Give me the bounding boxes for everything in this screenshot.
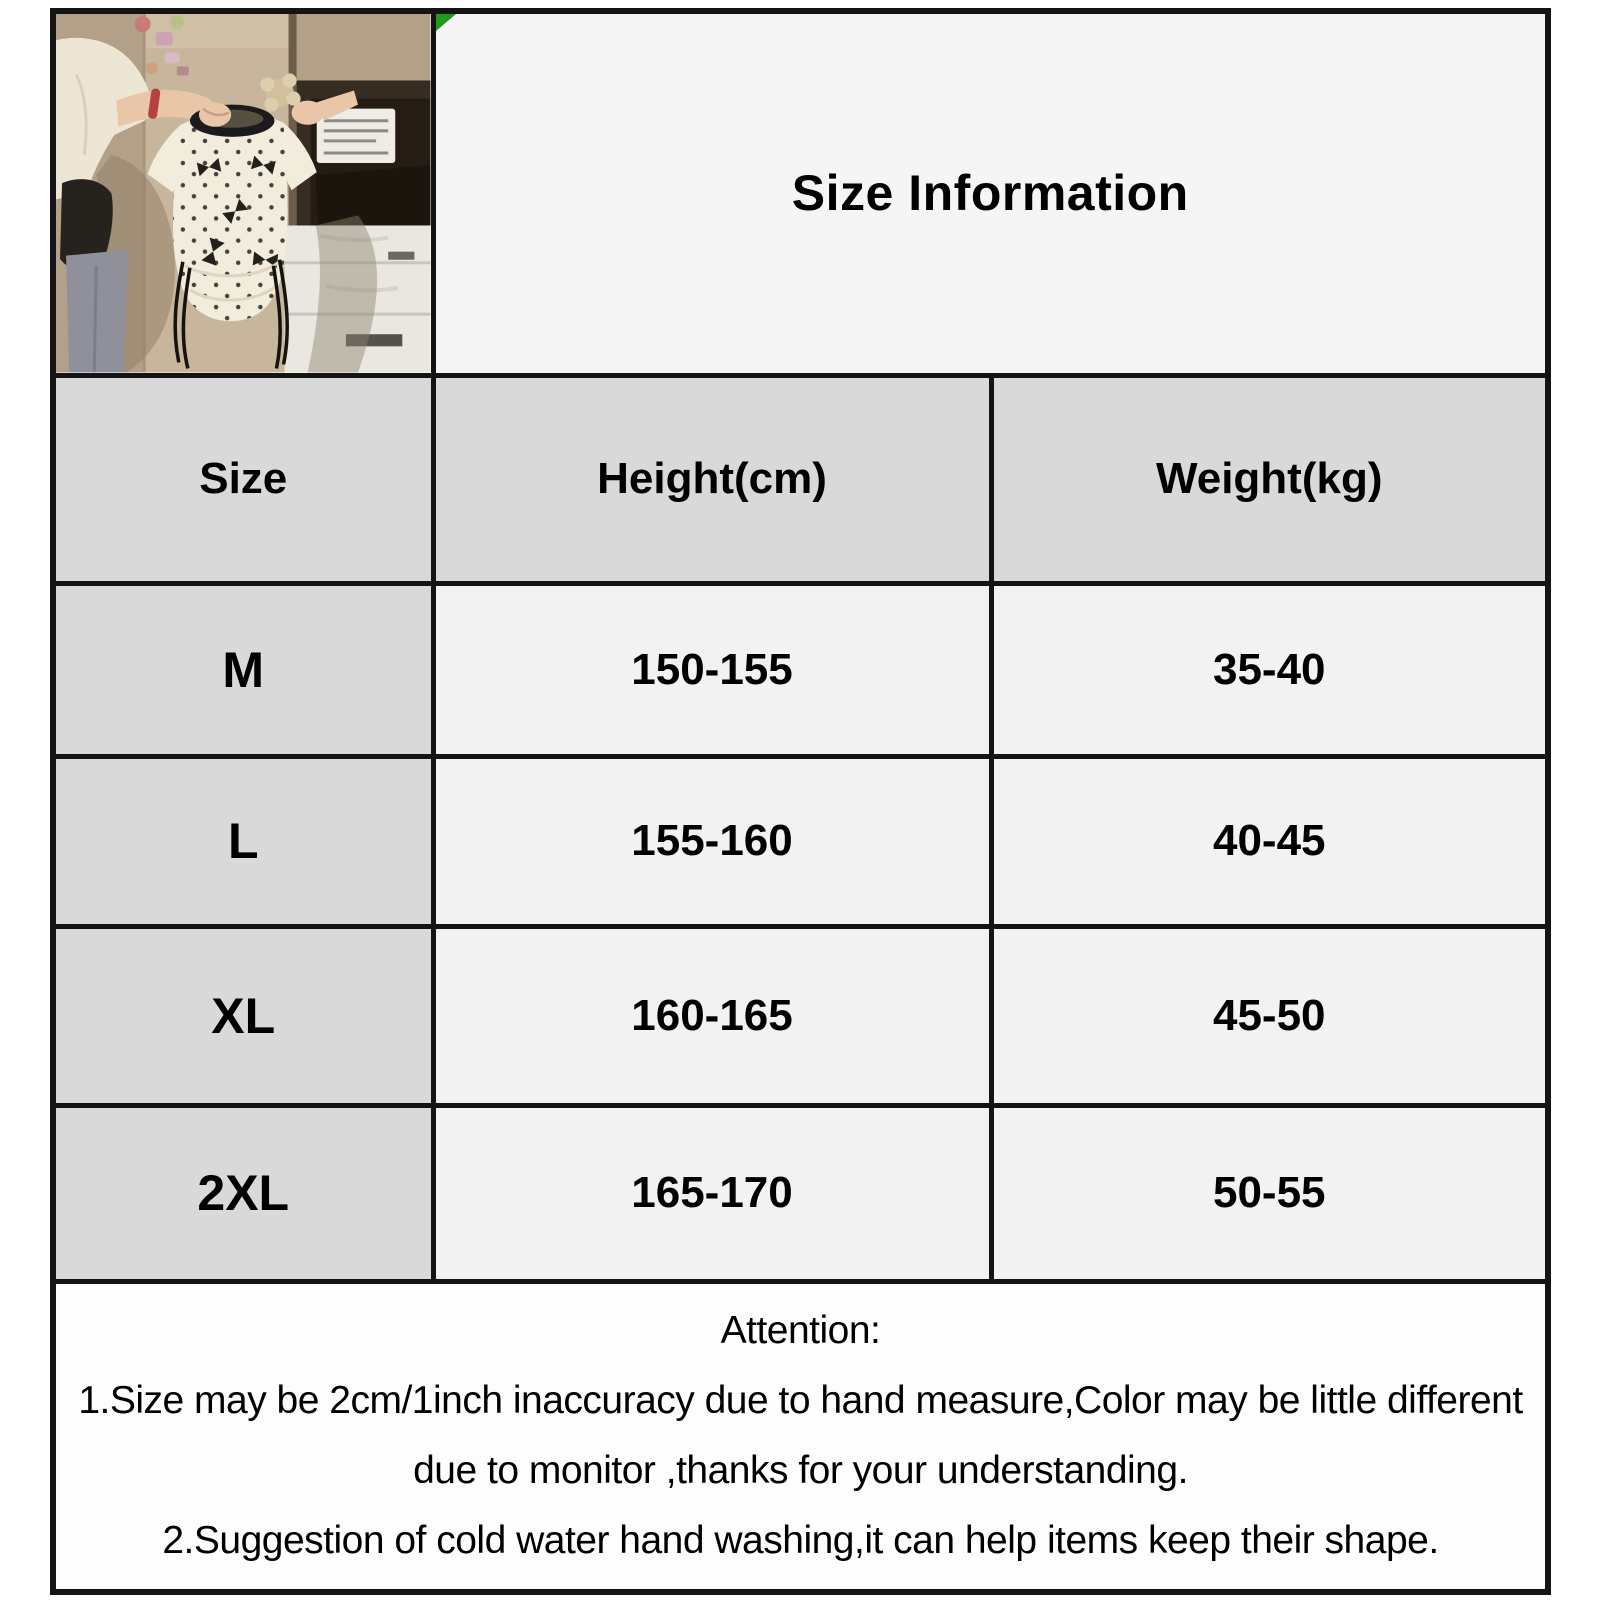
weight-value: 40-45 [991, 756, 1548, 926]
height-value: 160-165 [433, 926, 991, 1105]
table-header-row [53, 375, 1548, 583]
weight-value: 35-40 [991, 583, 1548, 756]
attention-note-2: 2.Suggestion of cold water hand washing,it can help items keep their shape. [162, 1519, 1439, 1563]
size-value: M [53, 583, 433, 756]
attention-cell [53, 1281, 1548, 1592]
table-row-l [53, 756, 1548, 926]
page-title: Size Information [791, 165, 1189, 222]
size-value: 2XL [53, 1105, 433, 1281]
photo-storage-boxes [285, 215, 431, 372]
column-header-weight: Weight(kg) [991, 375, 1548, 583]
weight-value: 50-55 [991, 1105, 1548, 1281]
product-photo-cell [53, 11, 433, 375]
table-row-xl [53, 926, 1548, 1105]
title-row [53, 11, 1548, 375]
product-photo [56, 14, 431, 373]
height-value: 155-160 [433, 756, 991, 926]
attention-row [53, 1281, 1548, 1592]
green-corner-marker [436, 14, 456, 31]
size-chart-table [50, 8, 1551, 1595]
height-value: 165-170 [433, 1105, 991, 1281]
attention-note-1: 1.Size may be 2cm/1inch inaccuracy due to hand measure,Color may be little different due to monitor ,thanks for your understanding. [78, 1379, 1523, 1493]
column-header-size: Size [53, 375, 433, 583]
attention-heading: Attention: [720, 1308, 881, 1352]
weight-value: 45-50 [991, 926, 1548, 1105]
size-value: L [53, 756, 433, 926]
column-header-height: Height(cm) [433, 375, 991, 583]
table-row-2xl [53, 1105, 1548, 1281]
height-value: 150-155 [433, 583, 991, 756]
table-row-m [53, 583, 1548, 756]
size-value: XL [53, 926, 433, 1105]
size-information-title-cell [433, 11, 1548, 375]
